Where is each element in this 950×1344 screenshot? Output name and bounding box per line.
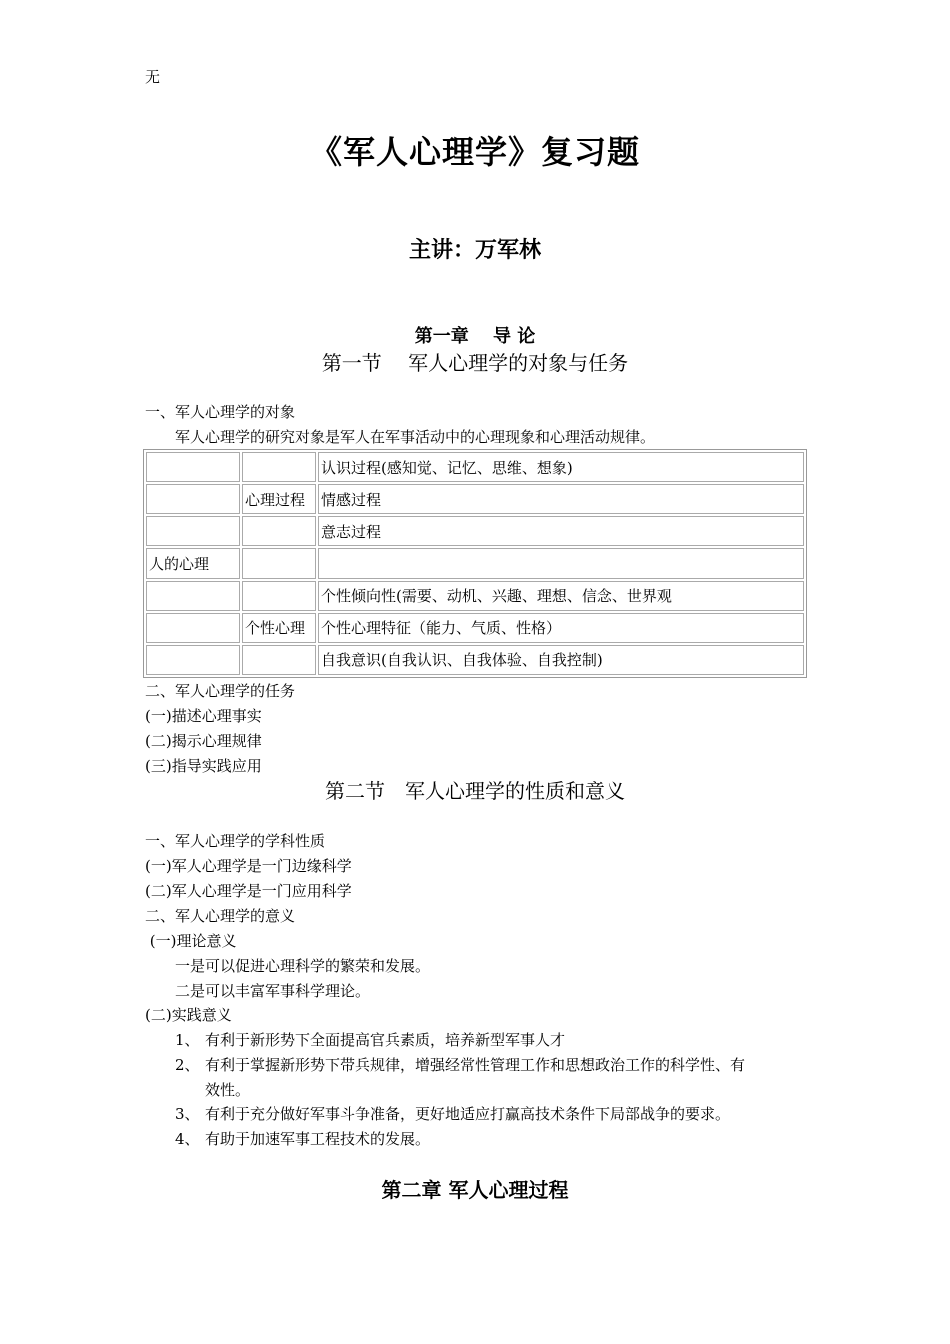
- object-text: 军人心理学的研究对象是军人在军事活动中的心理现象和心理活动规律。: [175, 428, 656, 446]
- practice-item: [175, 1029, 565, 1050]
- lecturer-line: 主讲：万军林: [408, 237, 541, 263]
- table-row: [146, 484, 804, 514]
- object-heading: 一、军人心理学的对象: [145, 403, 296, 421]
- table-cell: [242, 516, 316, 546]
- table-row: [146, 548, 804, 578]
- nature-heading: 一、军人心理学的学科性质: [145, 832, 326, 850]
- psychology-structure-table: [143, 449, 807, 678]
- nature-item: (一)军人心理学是一门边缘科学: [145, 857, 352, 875]
- item-number: 1、: [175, 1031, 200, 1049]
- table-cell: [242, 645, 316, 675]
- table-cell: [318, 548, 804, 578]
- table-cell: [242, 548, 316, 578]
- page-header: 无: [145, 68, 161, 86]
- table-row: [146, 581, 804, 611]
- table-cell-item: 情感过程: [318, 484, 804, 514]
- table-cell: [146, 581, 240, 611]
- practice-heading: (二)实践意义: [145, 1006, 232, 1024]
- table-row: [146, 613, 804, 643]
- theory-heading: (一)理论意义: [145, 932, 237, 950]
- item-text: 有利于掌握新形势下带兵规律，增强经常性管理工作和思想政治工作的科学性、有: [205, 1056, 746, 1074]
- table-cell-item: 意志过程: [318, 516, 804, 546]
- table-cell: [146, 484, 240, 514]
- practice-item: [175, 1054, 745, 1075]
- table-cell-group-label: 心理过程: [242, 484, 316, 514]
- task-item: (一)描述心理事实: [145, 707, 262, 725]
- chapter-2-title: 第二章 军人心理过程: [381, 1178, 569, 1202]
- item-number: 3、: [175, 1105, 200, 1123]
- table-cell: [146, 516, 240, 546]
- practice-item: [175, 1128, 430, 1149]
- table-cell-item: 自我意识(自我认识、自我体验、自我控制): [318, 645, 804, 675]
- table-row: [146, 645, 804, 675]
- item-text: 有助于加速军事工程技术的发展。: [205, 1130, 431, 1148]
- chapter-1-title: 第一章 导 论: [414, 326, 536, 347]
- theory-point: 一是可以促进心理科学的繁荣和发展。: [175, 957, 431, 975]
- table-cell-root-label: 人的心理: [146, 548, 240, 578]
- task-heading: 二、军人心理学的任务: [145, 682, 296, 700]
- nature-item: (二)军人心理学是一门应用科学: [145, 882, 352, 900]
- table-cell-group-label: 个性心理: [242, 613, 316, 643]
- section-2-title: 第二节 军人心理学的性质和意义: [325, 779, 625, 803]
- table-cell-item: 认识过程(感知觉、记忆、思维、想象): [318, 452, 804, 482]
- task-item: (三)指导实践应用: [145, 757, 262, 775]
- section-1-title: 第一节 军人心理学的对象与任务: [321, 351, 629, 375]
- table-row: [146, 516, 804, 546]
- table-cell: [146, 613, 240, 643]
- item-number: 4、: [175, 1130, 200, 1148]
- document-title: 《军人心理学》复习题: [309, 133, 640, 171]
- table-row: [146, 452, 804, 482]
- item-number: 2、: [175, 1056, 200, 1074]
- item-text: 有利于充分做好军事斗争准备，更好地适应打赢高技术条件下局部战争的要求。: [205, 1105, 731, 1123]
- item-text: 有利于新形势下全面提高官兵素质，培养新型军事人才: [205, 1031, 566, 1049]
- table-cell: [242, 581, 316, 611]
- theory-point: 二是可以丰富军事科学理论。: [175, 982, 371, 1000]
- practice-item: [175, 1103, 730, 1124]
- table-cell-item: 个性倾向性(需要、动机、兴趣、理想、信念、世界观: [318, 581, 804, 611]
- task-item: (二)揭示心理规律: [145, 732, 262, 750]
- table-cell: [242, 452, 316, 482]
- table-cell: [146, 452, 240, 482]
- table-cell-item: 个性心理特征（能力、气质、性格）: [318, 613, 804, 643]
- meaning-heading: 二、军人心理学的意义: [145, 907, 296, 925]
- table-cell: [146, 645, 240, 675]
- item-text-continuation: 效性。: [205, 1081, 251, 1099]
